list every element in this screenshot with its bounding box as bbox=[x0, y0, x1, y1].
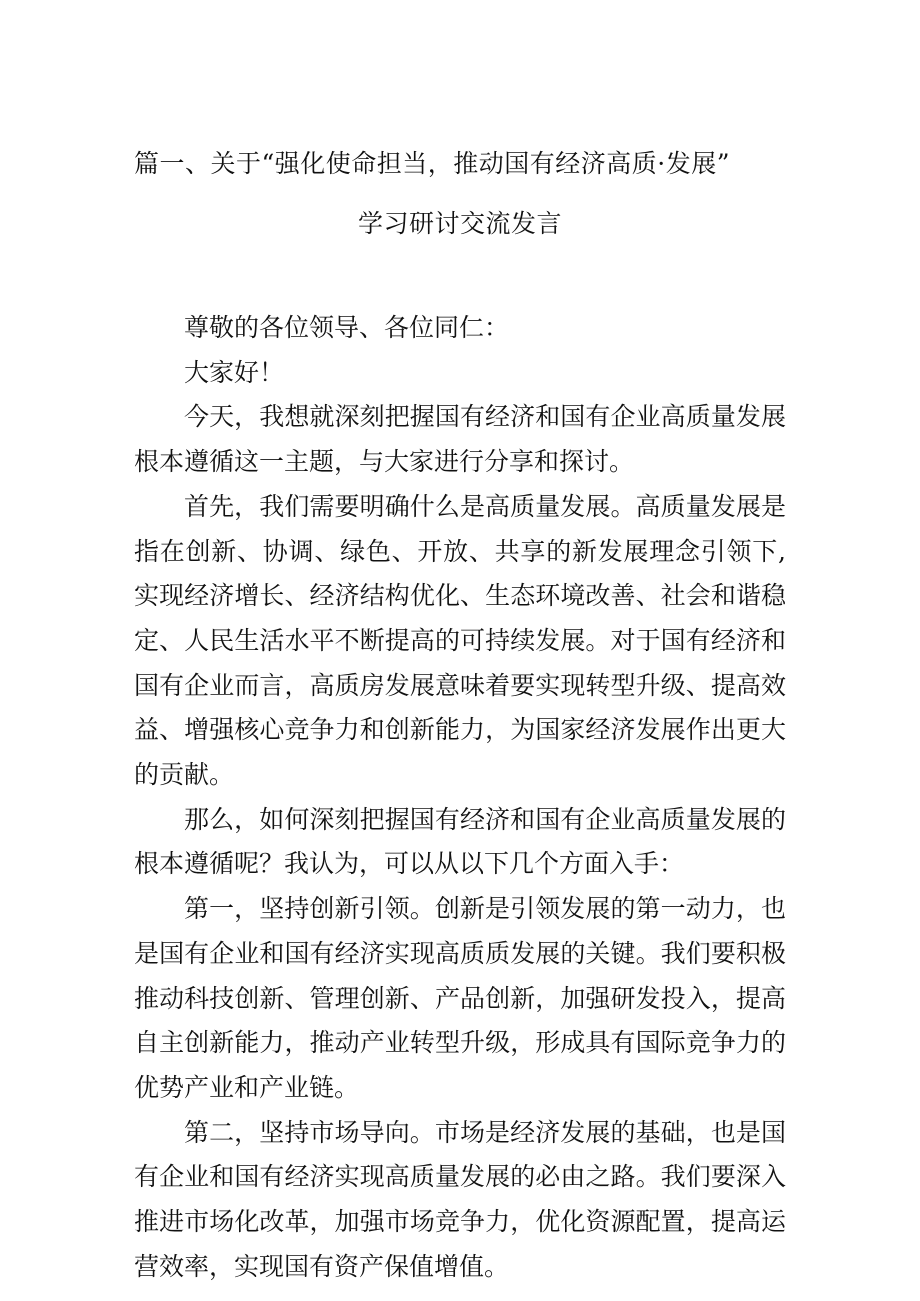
salutation: 尊敬的各位领导、各位同仁： bbox=[184, 313, 510, 342]
paragraph-point-two: 第二，坚持市场导向。市场是经济发展的基础，也是国有企业和国有经济实现高质量发展的必由之路。我们要深入推进市场化改革，加强市场竞争力，优化资源配置，提高运营效率，实现国有资产保值增值。 bbox=[134, 1117, 786, 1281]
document-subtitle: 学习研讨交流发言 bbox=[357, 209, 562, 238]
paragraph-question: 那么，如何深刻把握国有经济和国有企业高质量发展的根本遵循呢？我认为，可以从以下几个方面入手： bbox=[134, 804, 786, 879]
paragraph-definition: 首先，我们需要明确什么是高质量发展。高质量发展是指在创新、协调、绿色、开放、共享的新发展理念引领下,实现经济增长、经济结构优化、生态环境改善、社会和谐稳定、人民生活水平不断提高的可持续发展。对于国有经济和国有企业而言，高质房发展意味着要实现转型升级、提高效益、增强核心竞争力和创新能力，为国家经济发展作出更大的贡献。 bbox=[134, 491, 786, 790]
document-title: 篇一、关于“强化使命担当，推动国有经济高质·发展” bbox=[134, 149, 731, 178]
document-body bbox=[134, 306, 786, 1289]
paragraph-intro: 今天，我想就深刻把握国有经济和国有企业高质量发展根本遵循这一主题，与大家进行分享和探讨。 bbox=[134, 402, 786, 477]
paragraph-point-one: 第一，坚持创新引领。创新是引领发展的第一动力，也是国有企业和国有经济实现高质质发展的关键。我们要积极推动科技创新、管理创新、产品创新，加强研发投入，提高自主创新能力，推动产业转型升级，形成具有国际竞争力的优势产业和产业链。 bbox=[134, 894, 786, 1102]
greeting: 大家好！ bbox=[184, 357, 285, 387]
